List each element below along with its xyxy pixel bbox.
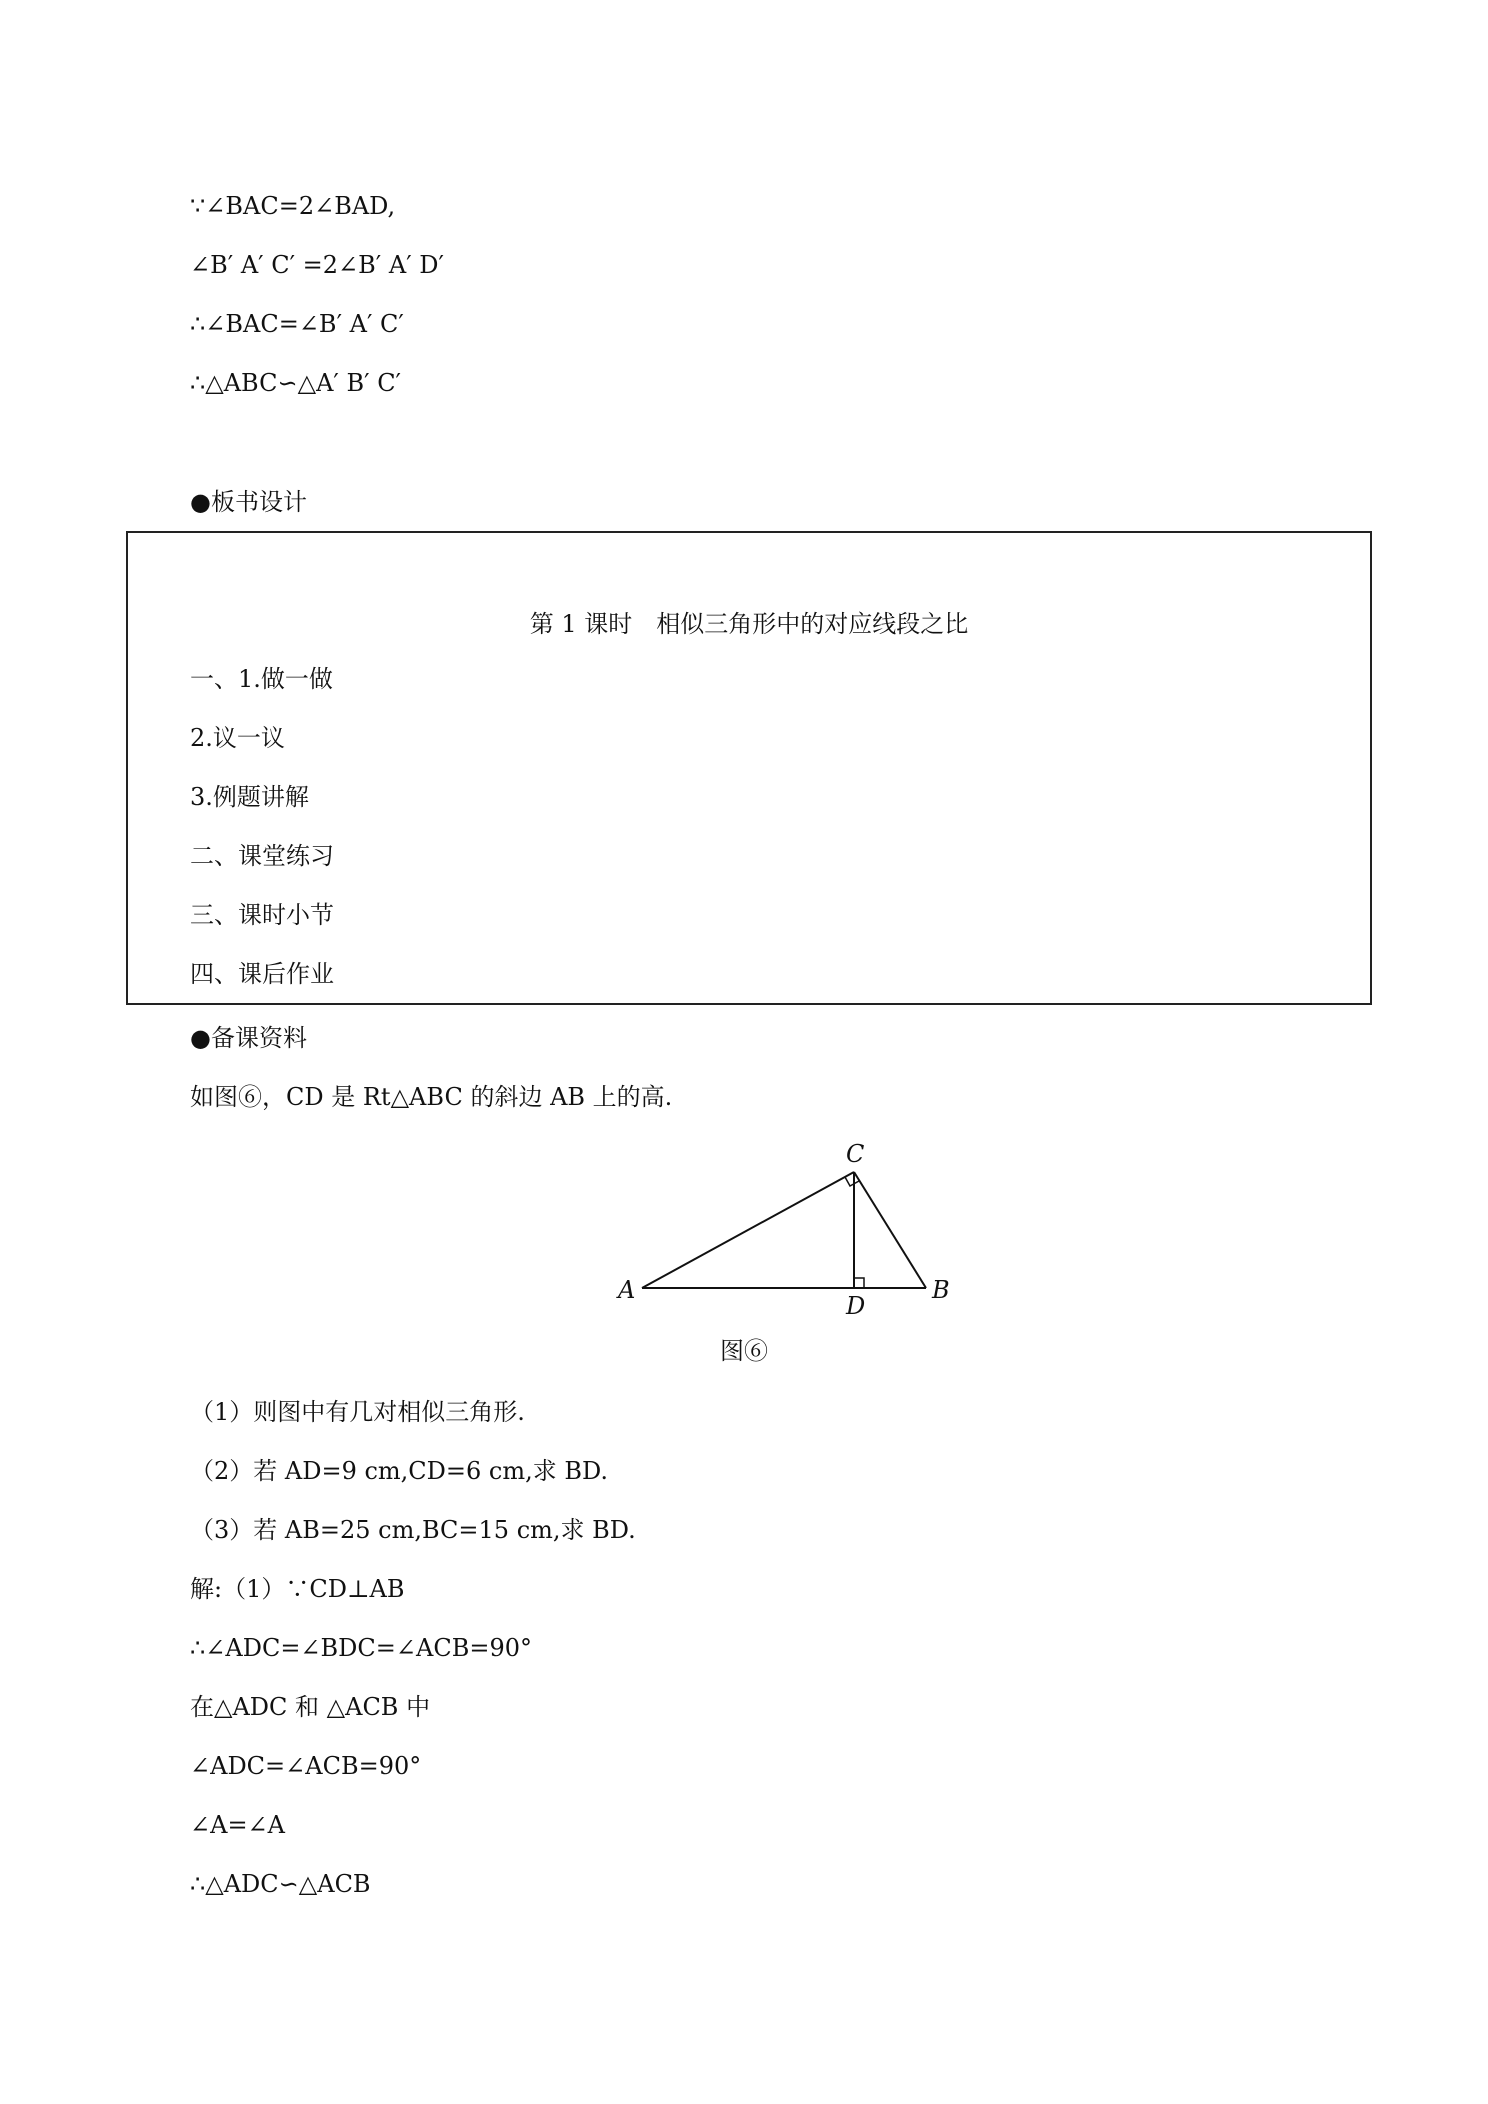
question-2: （2）若 AD=9 cm,CD=6 cm,求 BD. (190, 1457, 609, 1485)
segment-ac (642, 1172, 854, 1288)
right-angle-mark-d (854, 1278, 864, 1288)
proof-line-4: ∴△ABC∽△A′ B′ C′ (190, 369, 402, 397)
solution-line-2: ∴∠ADC=∠BDC=∠ACB=90° (190, 1634, 532, 1662)
board-item: 二、课堂练习 (190, 842, 334, 870)
question-3: （3）若 AB=25 cm,BC=15 cm,求 BD. (190, 1516, 636, 1544)
board-title: 第 1 课时 相似三角形中的对应线段之比 (529, 610, 969, 638)
figure-caption: 图⑥ (720, 1337, 768, 1365)
solution-line-3: 在△ADC 和 △ACB 中 (190, 1693, 431, 1721)
proof-line-2: ∠B′ A′ C′ =2∠B′ A′ D′ (190, 251, 444, 279)
proof-line-3: ∴∠BAC=∠B′ A′ C′ (190, 310, 404, 338)
board-item: 一、1.做一做 (190, 665, 333, 693)
section-heading-prep: ●备课资料 (190, 1024, 307, 1052)
solution-line-6: ∴△ADC∽△ACB (190, 1870, 371, 1898)
solution-line-5: ∠A=∠A (190, 1811, 285, 1839)
proof-line-1: ∵∠BAC=2∠BAD, (190, 192, 396, 220)
label-b: B (932, 1276, 950, 1304)
label-c: C (846, 1140, 865, 1168)
solution-line-1: 解:（1）∵CD⊥AB (190, 1575, 405, 1603)
label-a: A (618, 1276, 636, 1304)
section-heading-board: ●板书设计 (190, 488, 307, 516)
question-1: （1）则图中有几对相似三角形. (190, 1398, 525, 1426)
board-item: 3.例题讲解 (190, 783, 309, 811)
problem-intro: 如图⑥，CD 是 Rt△ABC 的斜边 AB 上的高. (190, 1083, 673, 1111)
label-d: D (846, 1292, 866, 1318)
segment-bc (854, 1172, 926, 1288)
triangle-figure (610, 1128, 950, 1324)
solution-line-4: ∠ADC=∠ACB=90° (190, 1752, 422, 1780)
triangle-diagram (610, 1128, 950, 1318)
board-item: 三、课时小节 (190, 901, 334, 929)
board-item: 2.议一议 (190, 724, 285, 752)
board-design-box (126, 531, 1372, 1005)
board-item: 四、课后作业 (190, 960, 334, 988)
